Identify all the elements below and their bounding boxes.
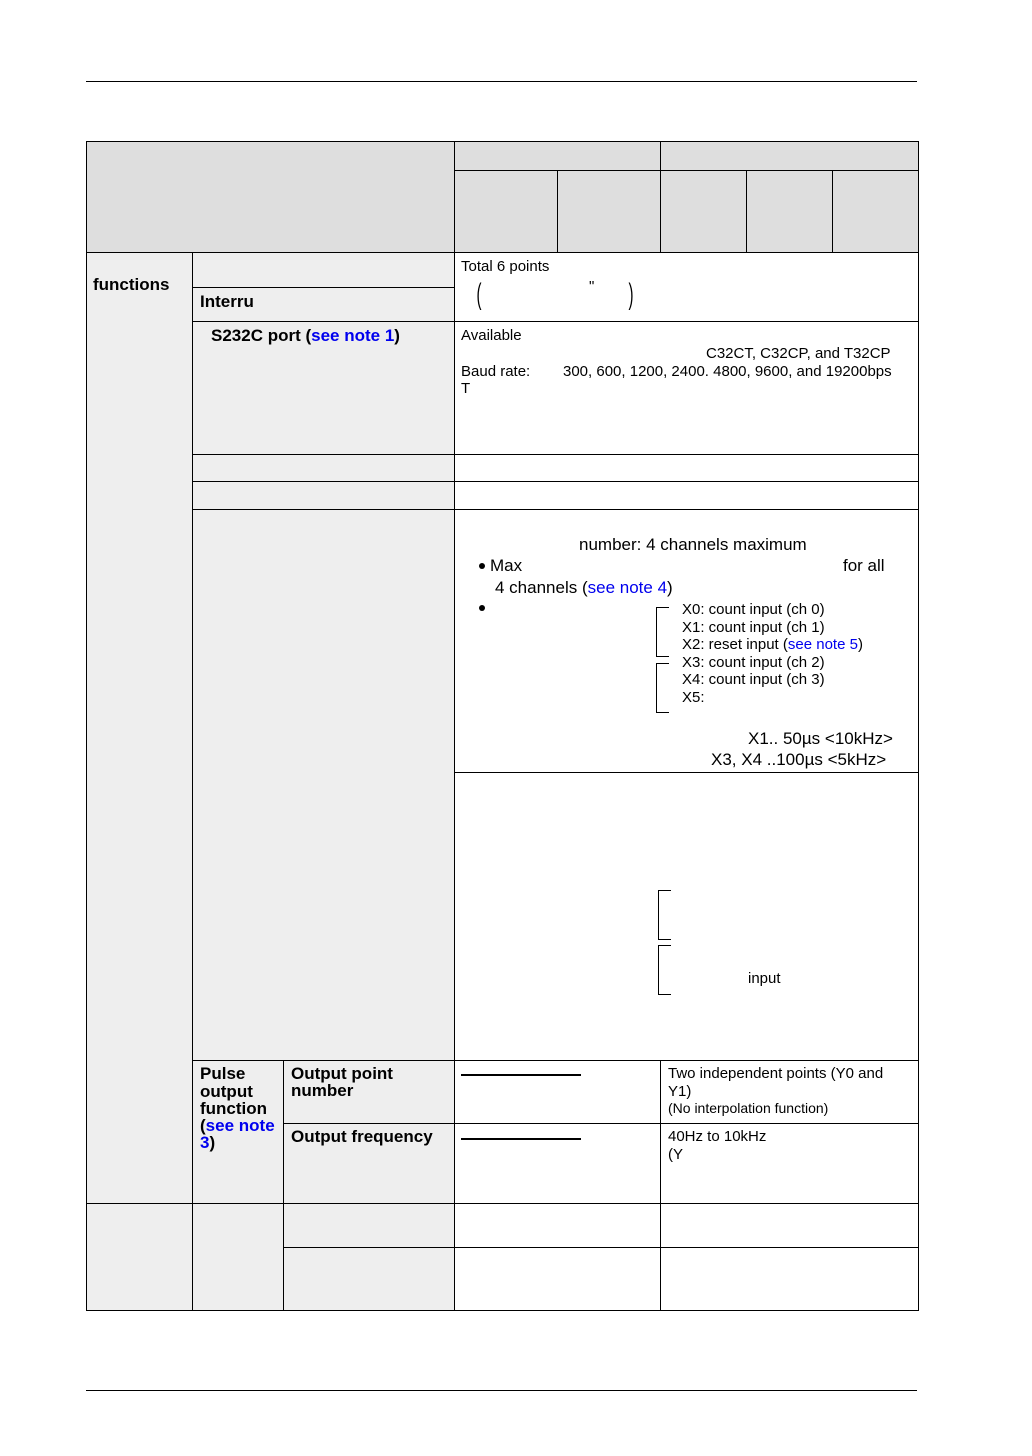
rs232c-t-line: T (461, 380, 471, 397)
left-paren: ( (476, 278, 482, 311)
functions-category-cell (86, 252, 193, 1204)
pulse-label-2: output (200, 1082, 253, 1101)
header-blank-cell (86, 141, 455, 253)
input-x2: X2: reset input (see note 5) (682, 636, 863, 653)
right-paren: ) (628, 278, 634, 311)
pulse-label-5: 3) (200, 1133, 216, 1152)
bracket-2 (656, 663, 669, 713)
bottom-value-cell-2b (660, 1247, 919, 1311)
pulse-label-4: (see note (200, 1116, 275, 1135)
header-group-1 (454, 141, 661, 171)
four-channels-text: 4 channels (see note 4) (495, 578, 673, 597)
rs232c-value-cell (454, 321, 919, 455)
header-group-2 (660, 141, 919, 171)
note-5-link[interactable]: see note 5 (787, 636, 858, 653)
output-point-value-3: (No interpolation function) (668, 1100, 829, 1116)
baud-rate-label: Baud rate: (461, 363, 531, 380)
functions-label: functions (93, 275, 170, 294)
bottom-label-cell-2 (283, 1247, 455, 1311)
max-label: Max (490, 556, 523, 575)
input-x1: X1: count input (ch 1) (682, 619, 825, 636)
header-col-3 (660, 170, 747, 253)
header-col-1 (454, 170, 558, 253)
rs232c-label: S232C port (see note 1) (211, 326, 400, 345)
output-point-dash (461, 1074, 581, 1076)
bracket-4 (658, 945, 671, 995)
header-rule (86, 81, 917, 82)
bottom-sub-cell (192, 1203, 284, 1311)
quote-mark: " (589, 278, 595, 295)
bullet-2 (479, 605, 485, 611)
empty-value-cell-1 (454, 454, 919, 482)
pulse-label-3: function (200, 1099, 268, 1118)
header-col-5 (832, 170, 919, 253)
for-all-text: for all (843, 556, 885, 575)
output-freq-label: Output frequency (291, 1127, 433, 1146)
output-point-label-1: Output point (291, 1064, 393, 1083)
note-3-link-2[interactable]: 3 (200, 1133, 210, 1152)
empty-label-cell-1 (192, 454, 455, 482)
rs232c-models: C32CT, C32CP, and T32CP (706, 345, 891, 362)
counter-value-cell-2 (454, 772, 919, 1061)
output-point-dash-cell (454, 1060, 661, 1124)
total-points-text: Total 6 points (461, 258, 550, 275)
input-word: input (748, 970, 781, 987)
speed-line-1: X1.. 50µs <10kHz> (748, 729, 893, 748)
bottom-value-cell-2a (454, 1247, 661, 1311)
output-freq-dash (461, 1138, 581, 1140)
counter-label-cell (192, 509, 455, 1061)
empty-label-cell-2 (192, 481, 455, 510)
pulse-label-1: Pulse (200, 1064, 246, 1083)
output-point-value-1: Two independent points (Y0 and (668, 1065, 884, 1082)
interrupt-label: Interru (200, 292, 254, 311)
bottom-value-cell-1b (660, 1203, 919, 1248)
speed-line-2: X3, X4 ..100µs <5kHz> (711, 750, 887, 769)
input-x3: X3: count input (ch 2) (682, 654, 825, 671)
header-col-4 (746, 170, 833, 253)
bracket-3 (658, 890, 671, 940)
bottom-category-cell (86, 1203, 193, 1311)
note-3-link[interactable]: see note (205, 1116, 275, 1135)
note-1-link[interactable]: see note 1 (311, 326, 395, 345)
input-x0: X0: count input (ch 0) (682, 601, 825, 618)
empty-value-cell-2 (454, 481, 919, 510)
output-point-label-2: number (291, 1081, 354, 1100)
bottom-label-cell-1 (283, 1203, 455, 1248)
bottom-value-cell-1a (454, 1203, 661, 1248)
footer-rule (86, 1390, 917, 1391)
note-4-link[interactable]: see note 4 (587, 578, 668, 597)
bullet-1 (479, 563, 485, 569)
output-freq-value-2: (Y (668, 1146, 683, 1163)
output-freq-dash-cell (454, 1123, 661, 1204)
rs232c-available: Available (461, 327, 522, 344)
header-col-2 (557, 170, 661, 253)
input-points-label-cell (192, 252, 455, 288)
bracket-1 (656, 607, 669, 657)
baud-rate-values: 300, 600, 1200, 2400. 4800, 9600, and 19200bps (563, 363, 892, 380)
input-x4: X4: count input (ch 3) (682, 671, 825, 688)
input-x5: X5: (682, 689, 705, 706)
channel-number-text: number: 4 channels maximum (579, 535, 807, 554)
output-freq-value-1: 40Hz to 10kHz (668, 1128, 767, 1145)
output-point-value-2: Y1) (668, 1083, 692, 1100)
